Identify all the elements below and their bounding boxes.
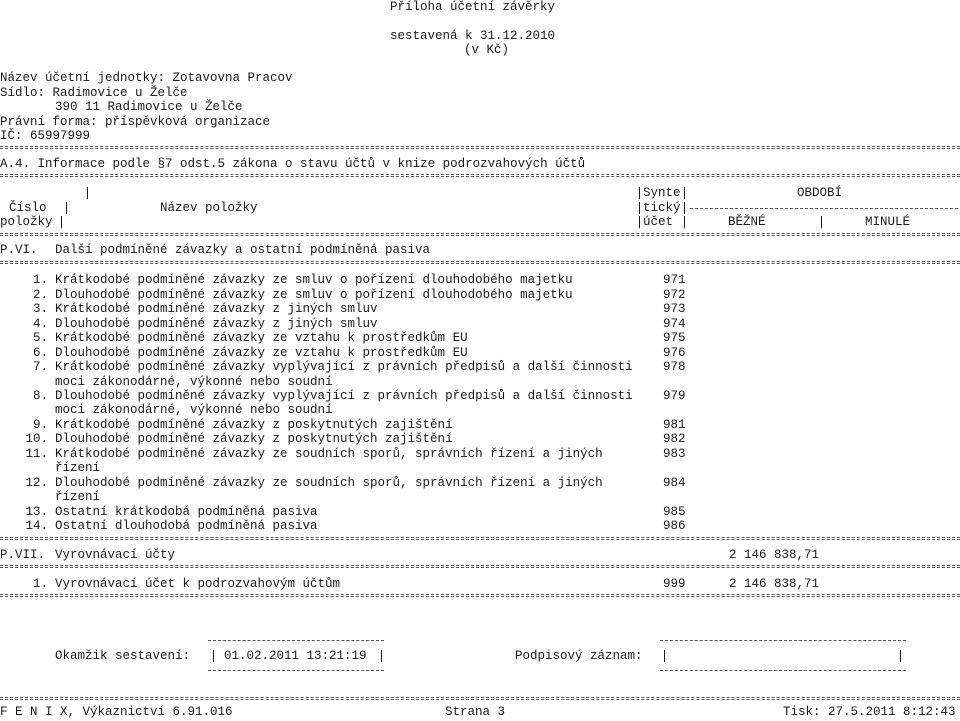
column-separator (639, 216, 640, 228)
row-account: 978 (663, 360, 686, 374)
column-separator (61, 216, 62, 228)
row-label: Krátkodobé podmíněné závazky ze soudních sporů, správních řízení a jiných (55, 447, 603, 461)
row-account: 971 (663, 273, 686, 287)
row-account: 972 (663, 288, 686, 302)
row-number: 1. (32, 273, 48, 287)
divider (0, 146, 960, 149)
box-edge (664, 650, 665, 662)
column-separator (639, 187, 640, 199)
group-code: P.VI. (0, 243, 38, 257)
row-label: Dlouhodobé podmíněné závazky ze smluv o pořízení dlouhodobého majetku (55, 288, 573, 302)
row-account: 984 (663, 476, 686, 490)
header-bezne: BĚŽNÉ (728, 215, 766, 229)
row-account: 982 (663, 432, 686, 446)
divider (0, 697, 960, 700)
row-label: Ostatní krátkodobá podmíněná pasiva (55, 505, 318, 519)
group-total: 2 146 838,71 (729, 548, 820, 562)
column-separator (87, 187, 88, 199)
row-label-continued: moci zákonodárné, výkonné nebo soudní (55, 403, 333, 417)
timestamp-box-bottom (208, 670, 384, 671)
group-code: P.VII. (0, 548, 46, 562)
header-cislo-2: položky (0, 215, 53, 229)
row-number: 8. (32, 389, 48, 403)
group-title: Vyrovnávací účty (55, 548, 176, 562)
row-label: Dlouhodobé podmíněné závazky ze vztahu k prostředkům EU (55, 346, 468, 360)
column-separator (66, 202, 67, 214)
divider (0, 537, 960, 540)
row-label: Krátkodobé podmíněné závazky vyplývající z právních předpisů a další činnosti (55, 360, 633, 374)
entity-address: 390 11 Radimovice u Želče (55, 100, 243, 114)
page-number: Strana 3 (445, 705, 506, 719)
section-heading: A.4. Informace podle §7 odst.5 zákona o stavu účtů v knize podrozvahových účtů (0, 157, 586, 171)
row-number: 1. (32, 577, 48, 591)
row-number: 9. (32, 418, 48, 432)
row-number: 11. (25, 447, 48, 461)
row-label: Dlouhodobé podmíněné závazky z jiných smluv (55, 317, 378, 331)
row-label-continued: moci zákonodárné, výkonné nebo soudní (55, 375, 333, 389)
entity-ic: IČ: 65997999 (0, 129, 91, 143)
timestamp-value: 01.02.2011 13:21:19 (224, 649, 367, 663)
report-title: Příloha účetní závěrky (390, 0, 556, 14)
report-date: sestavená k 31.12.2010 (390, 29, 556, 43)
row-account: 974 (663, 317, 686, 331)
row-label: Vyrovnávací účet k podrozvahovým účtům (55, 577, 341, 591)
timestamp-label: Okamžik sestavení: (55, 649, 191, 663)
divider (0, 233, 960, 236)
box-edge (381, 650, 382, 662)
row-label: Krátkodobé podmíněné závazky ze smluv o pořízení dlouhodobého majetku (55, 273, 573, 287)
row-account: 999 (663, 577, 686, 591)
header-sub-divider (690, 208, 958, 209)
header-nazev: Název položky (160, 201, 258, 215)
report-currency: (v Kč) (464, 43, 510, 57)
column-separator (821, 216, 822, 228)
row-number: 2. (32, 288, 48, 302)
row-account: 976 (663, 346, 686, 360)
header-synt-1: Synte (643, 186, 681, 200)
timestamp-box-top (208, 640, 384, 641)
row-account: 986 (663, 519, 686, 533)
divider (0, 261, 960, 264)
group-title: Další podmíněné závazky a ostatní podmíněná pasiva (55, 243, 431, 257)
row-number: 13. (25, 505, 48, 519)
header-synt-2: tický (643, 201, 681, 215)
row-number: 6. (32, 346, 48, 360)
row-label: Dlouhodobé podmíněné závazky ze soudních sporů, správních řízení a jiných (55, 476, 603, 490)
entity-legal-form: Právní forma: příspěvková organizace (0, 115, 271, 129)
row-number: 4. (32, 317, 48, 331)
column-separator (639, 202, 640, 214)
row-number: 3. (32, 302, 48, 316)
row-label-continued: řízení (55, 490, 101, 504)
row-number: 14. (25, 519, 48, 533)
divider (0, 594, 960, 597)
entity-name: Název účetní jednotky: Zotavovna Pracov (0, 71, 293, 85)
row-account: 985 (663, 505, 686, 519)
box-edge (900, 650, 901, 662)
header-obdobi: OBDOBÍ (797, 186, 843, 200)
row-account: 981 (663, 418, 686, 432)
program-name: F E N I X, Výkaznictví 6.91.016 (0, 705, 233, 719)
signature-box-bottom (660, 670, 906, 671)
row-number: 10. (25, 432, 48, 446)
column-separator (684, 187, 685, 199)
row-account: 983 (663, 447, 686, 461)
header-minule: MINULÉ (865, 215, 911, 229)
row-value: 2 146 838,71 (729, 577, 820, 591)
row-label: Krátkodobé podmíněné závazky ze vztahu k prostředkům EU (55, 331, 468, 345)
row-account: 973 (663, 302, 686, 316)
row-account: 975 (663, 331, 686, 345)
column-separator (684, 202, 685, 214)
box-edge (213, 650, 214, 662)
column-separator (684, 216, 685, 228)
row-number: 5. (32, 331, 48, 345)
signature-box-top (660, 640, 906, 641)
row-label-continued: řízení (55, 461, 101, 475)
header-cislo-1: Číslo (9, 201, 47, 215)
header-synt-3: účet (643, 215, 674, 229)
row-number: 12. (25, 476, 48, 490)
row-label: Dlouhodobé podmíněné závazky z poskytnutých zajištění (55, 432, 453, 446)
signature-label: Podpisový záznam: (515, 649, 643, 663)
row-account: 979 (663, 389, 686, 403)
row-label: Krátkodobé podmíněné závazky z poskytnutých zajištění (55, 418, 453, 432)
print-timestamp: Tisk: 27.5.2011 8:12:43 (783, 705, 956, 719)
row-number: 7. (32, 360, 48, 374)
row-label: Krátkodobé podmíněné závazky z jiných smluv (55, 302, 378, 316)
row-label: Ostatní dlouhodobá podmíněná pasiva (55, 519, 318, 533)
row-label: Dlouhodobé podmíněné závazky vyplývající z právních předpisů a další činnosti (55, 389, 633, 403)
entity-seat: Sídlo: Radimovice u Želče (0, 86, 188, 100)
divider (0, 174, 960, 177)
divider (0, 565, 960, 568)
